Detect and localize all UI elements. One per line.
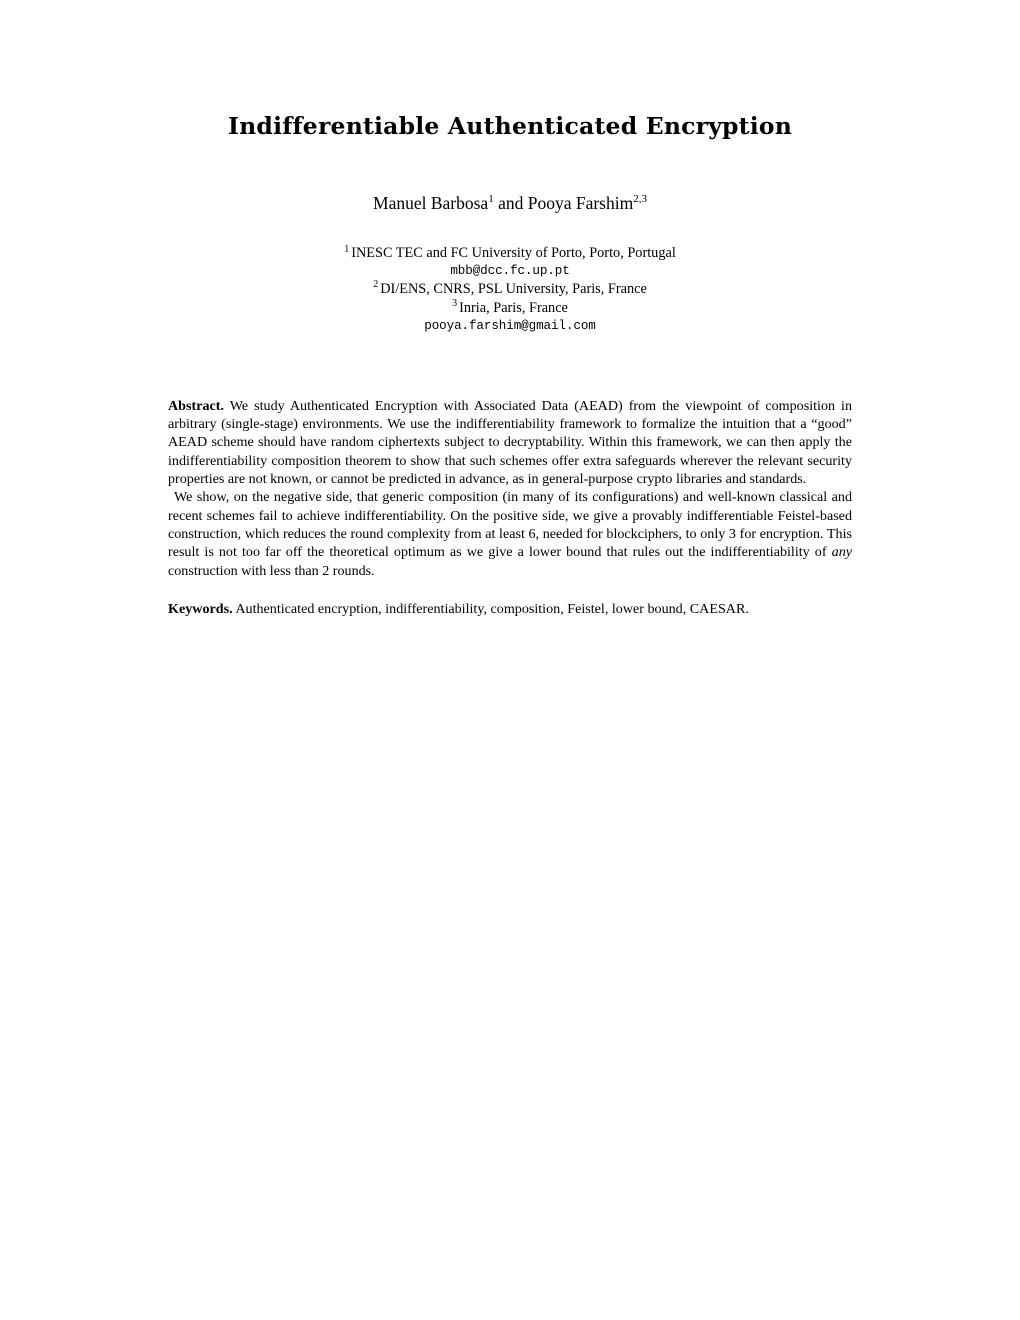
- author-2-name: Pooya Farshim: [527, 193, 634, 214]
- author-2-affiliation-marker: 2,3: [633, 193, 647, 206]
- keywords-text: Authenticated encryption, indifferentiability, composition, Feistel, lower bound, CAESAR.: [232, 600, 749, 617]
- author-1-name: Manuel Barbosa: [373, 193, 489, 214]
- abstract-text-2b: construction with less than 2 rounds.: [168, 562, 375, 579]
- paper-content: [168, 0, 852, 618]
- keywords-label: Keywords.: [168, 600, 233, 617]
- abstract-section: [168, 397, 852, 580]
- abstract-text-2a: We show, on the negative side, that generic composition (in many of its configurations) and well-known classical and recent schemes fail to achieve indifferentiability. On the positive side, we give a provably indifferentiable Feistel-based construction, which reduces the round complexity from at least 6, needed for blockciphers, to only 3 for encryption. This result is not too far off the theoretical optimum as we give a lower bound that rules out the indifferentiability of: [168, 489, 852, 561]
- affiliation-2-marker: 2: [373, 279, 379, 291]
- author-list: [168, 193, 852, 214]
- affiliation-1-text: INESC TEC and FC University of Porto, Porto, Portugal: [351, 245, 676, 262]
- affiliation-2: [168, 280, 852, 299]
- affiliation-list: [168, 244, 852, 334]
- affiliation-1-marker: 1: [344, 243, 350, 255]
- affiliation-3-marker: 3: [452, 298, 458, 310]
- author-conjunction: and: [493, 193, 528, 214]
- affiliation-email-2: pooya.farshim@gmail.com: [424, 319, 596, 334]
- affiliation-3: [168, 299, 852, 318]
- affiliation-1: [168, 244, 852, 263]
- abstract-paragraph-2: [168, 488, 852, 580]
- abstract-label: Abstract.: [168, 397, 224, 414]
- affiliation-2-text: DI/ENS, CNRS, PSL University, Paris, France: [380, 281, 647, 298]
- abstract-paragraph-1: [168, 397, 852, 489]
- page-title: Indifferentiable Authenticated Encryption: [227, 112, 793, 140]
- abstract-text-1: We study Authenticated Encryption with Associated Data (AEAD) from the viewpoint of composition in arbitrary (single-stage) environments. We use the indifferentiability framework to formalize the intuition that a “good” AEAD scheme should have random ciphertexts subject to decryptability. Within this framework, we can then apply the indifferentiability composition theorem to show that such schemes offer extra safeguards wherever the relevant security properties are not known, or cannot be predicted in advance, as in general-purpose crypto libraries and standards.: [168, 397, 852, 488]
- author-1-affiliation-marker: 1: [488, 193, 494, 206]
- abstract-emphasis: any: [831, 544, 852, 561]
- affiliation-3-text: Inria, Paris, France: [459, 300, 568, 317]
- affiliation-email-1: mbb@dcc.fc.up.pt: [450, 264, 570, 279]
- keywords-section: [168, 600, 852, 618]
